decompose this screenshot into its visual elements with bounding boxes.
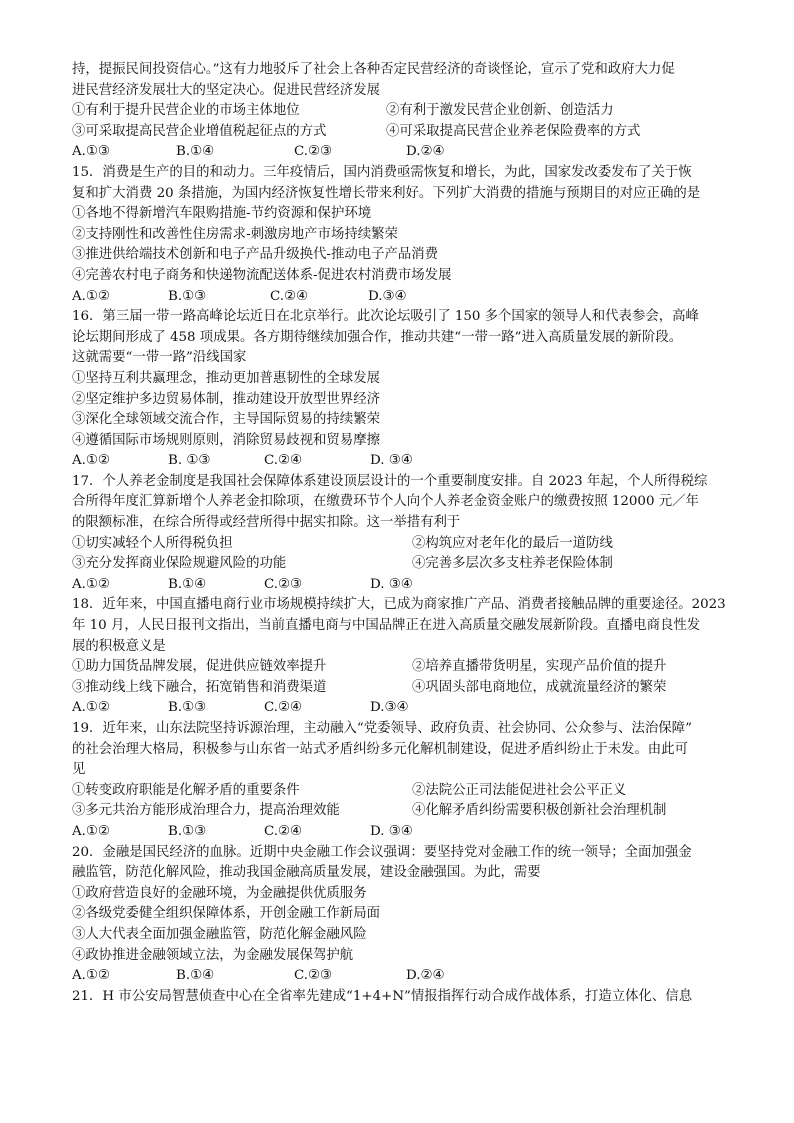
option: ①政府营造良好的金融环境，为金融提供优质服务 — [72, 885, 367, 901]
option-row — [72, 534, 732, 555]
option-row — [72, 678, 732, 699]
option-row — [72, 554, 732, 575]
stem-line: 16．第三届一带一路高峰论坛近日在北京举行。此次论坛吸引了 150 多个国家的领导人和代表参会，高峰 — [72, 309, 699, 325]
answer-choice: B.①④ — [168, 576, 207, 592]
stem-line: 持，提振民间投资信心。”这有力地驳斥了社会上各种否定民营经济的奇谈怪论，宣示了党和政府大力促 — [72, 62, 675, 77]
answer-choice: A.①② — [72, 576, 110, 592]
option: ③推进供给端技术创新和电子产品升级换代-推动电子产品消费 — [72, 247, 439, 263]
answer-row — [72, 287, 732, 308]
option: ④化解矛盾纠纷需要积极创新社会治理机制 — [412, 803, 667, 819]
stem-line: 19．近年来，山东法院坚持诉源治理，主动融入“党委领导、政府负责、社会协同、公众参与、法治保障” — [72, 721, 692, 736]
option: ③充分发挥商业保险规避风险的功能 — [72, 556, 287, 572]
option: ②培养直播带货明星，实现产品价值的提升 — [412, 659, 667, 675]
option-row — [72, 801, 732, 822]
answer-row — [72, 698, 732, 719]
stem-line: 20．金融是国民经济的血脉。近期中央金融工作会议强调：要坚持党对金融工作的统一领导；全面加强金 — [72, 844, 692, 860]
answer-row — [72, 142, 732, 163]
option: ①坚持互利共赢理念，推动更加普惠韧性的全球发展 — [72, 370, 380, 386]
answer-row — [72, 575, 732, 596]
stem-line: 融监管，防范化解风险，推动我国金融高质量发展，建设金融强国。为此，需要 — [72, 865, 541, 881]
answer-row — [72, 451, 732, 472]
answer-choice: A.①② — [72, 700, 110, 716]
option: ④完善农村电子商务和快递物流配送体系-促进农村消费市场发展 — [72, 267, 452, 283]
stem-line: 18．近年来，中国直播电商行业市场规模持续扩大，已成为商家推广产品、消费者接触品牌的重要途径。2023 — [72, 597, 726, 613]
option: ②有利于激发民营企业创新、创造活力 — [386, 103, 614, 119]
answer-choice: C.②③ — [264, 576, 303, 592]
answer-choice: C.②④ — [264, 823, 303, 839]
option: ④巩固头部电商地位，成就流量经济的繁荣 — [412, 679, 667, 695]
answer-choice: C.②③ — [294, 144, 333, 160]
option: ④完善多层次多支柱养老保险体制 — [412, 556, 613, 572]
stem-line: 展的积极意义是 — [72, 638, 166, 654]
answer-choice: D. ③④ — [370, 453, 413, 469]
question-19 — [72, 719, 732, 843]
stem-line: 合所得年度汇算新增个人养老金扣除项，在缴费环节个人向个人养老金资金账户的缴费按照 12000 元／年 — [72, 494, 699, 510]
answer-choice: D.③④ — [370, 700, 409, 716]
option-row — [72, 781, 732, 802]
answer-choice: C.②④ — [264, 453, 303, 469]
option: ①切实减轻个人所得税负担 — [72, 535, 233, 551]
option: ③人大代表全面加强金融监管，防范化解金融风险 — [72, 926, 367, 942]
answer-row — [72, 822, 732, 843]
answer-choice: D. ③④ — [370, 823, 413, 839]
option: ④政协推进金融领域立法，为金融发展保驾护航 — [72, 947, 354, 963]
question-14-tail — [72, 60, 732, 163]
answer-choice: B.①④ — [176, 144, 215, 160]
option: ③推动线上线下融合，拓宽销售和消费渠道 — [72, 679, 327, 695]
stem-line: 复和扩大消费 20 条措施，为国内经济恢复性增长带来利好。下列扩大消费的措施与预期目的对应正确的是 — [72, 185, 701, 201]
question-20 — [72, 843, 732, 987]
answer-choice: B.①④ — [176, 968, 215, 984]
answer-choice: D.③④ — [368, 288, 407, 304]
option: ②支持刚性和改善性住房需求-刺激房地产市场持续繁荣 — [72, 226, 398, 242]
answer-choice: B. ①③ — [168, 453, 211, 469]
stem-line: 年 10 月，人民日报刊文指出，当前直播电商与中国品牌正在进入高质量交融发展新阶段。直播电商良性发 — [72, 618, 701, 634]
option: ①各地不得新增汽车限购措施-节约资源和保护环境 — [72, 206, 372, 222]
answer-choice: A.①② — [72, 968, 110, 984]
exam-page — [72, 60, 732, 1007]
answer-choice: A.①② — [72, 453, 110, 469]
option: ②各级党委健全组织保障体系，开创金融工作新局面 — [72, 906, 380, 922]
stem-line: 的限额标准，在综合所得或经营所得中据实扣除。这一举措有利于 — [72, 515, 461, 531]
answer-choice: C.②④ — [264, 700, 303, 716]
option-row — [72, 122, 732, 143]
option: ④遵循国际市场规则原则，消除贸易歧视和贸易摩擦 — [72, 432, 380, 448]
option: ③多元共治方能形成治理合力，提高治理效能 — [72, 803, 340, 819]
option: ①转变政府职能是化解矛盾的重要条件 — [72, 782, 300, 798]
option: ②法院公正司法能促进社会公平正义 — [412, 782, 627, 798]
answer-choice: B.①③ — [168, 288, 207, 304]
option-row — [72, 657, 732, 678]
answer-choice: C.②③ — [294, 968, 333, 984]
answer-choice: A.①② — [72, 288, 110, 304]
stem-line: 这就需要“一带一路”沿线国家 — [72, 350, 247, 366]
option: ①助力国货品牌发展，促进供应链效率提升 — [72, 659, 327, 675]
question-17 — [72, 472, 732, 596]
answer-choice: C.②④ — [270, 288, 309, 304]
answer-choice: D.②④ — [406, 144, 445, 160]
stem-line: 进民营经济发展壮大的坚定决心。促进民营经济发展 — [72, 82, 380, 98]
answer-choice: D.②④ — [406, 968, 445, 984]
answer-choice: B.①③ — [168, 823, 207, 839]
question-15 — [72, 163, 732, 307]
answer-choice: A.①③ — [72, 144, 110, 160]
question-16 — [72, 307, 732, 472]
stem-line: 21．H 市公安局智慧侦查中心在全省率先建成“1+4+N”情报指挥行动合成作战体系，打造立体化、信息 — [72, 988, 693, 1004]
question-18 — [72, 595, 732, 719]
answer-choice: B.①③ — [168, 700, 207, 716]
stem-line: 15．消费是生产的目的和动力。三年疫情后，国内消费亟需恢复和增长，为此，国家发改委发布了关于恢 — [72, 164, 692, 180]
option: ①有利于提升民营企业的市场主体地位 — [72, 103, 300, 119]
option: ②坚定维护多边贸易体制，推动建设开放型世界经济 — [72, 391, 380, 407]
answer-choice: A.①② — [72, 823, 110, 839]
stem-line: 17．个人养老金制度是我国社会保障体系建设顶层设计的一个重要制度安排。自 2023 年起，个人所得税综 — [72, 473, 708, 489]
answer-row — [72, 966, 732, 987]
stem-line: 见 — [72, 762, 86, 778]
stem-line: 的社会治理大格局，积极参与山东省一站式矛盾纠纷多元化解机制建设，促进矛盾纠纷止于未发。由此可 — [72, 741, 688, 757]
option: ②构筑应对老年化的最后一道防线 — [412, 535, 613, 551]
option: ④可采取提高民营企业养老保险费率的方式 — [386, 123, 641, 139]
stem-line: 论坛期间形成了 458 项成果。各方期待继续加强合作，推动共建“一带一路”进入高质量发展的新阶段。 — [72, 329, 683, 345]
question-21 — [72, 987, 732, 1008]
option-row — [72, 101, 732, 122]
option: ③深化全球领域交流合作，主导国际贸易的持续繁荣 — [72, 412, 380, 428]
answer-choice: D. ③④ — [370, 576, 413, 592]
option: ③可采取提高民营企业增值税起征点的方式 — [72, 123, 327, 139]
